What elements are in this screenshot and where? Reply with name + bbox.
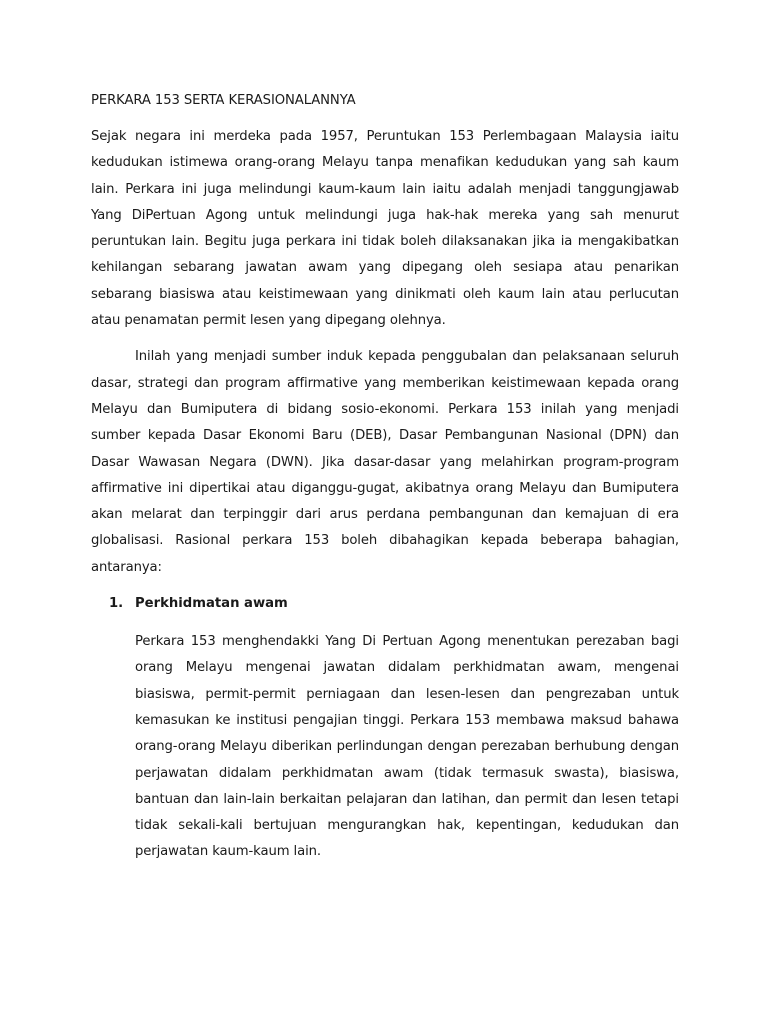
list-item-body: Perkara 153 menghendakki Yang Di Pertuan Agong menentukan perezaban bagi orang Melayu mengenai jawatan didalam perkhidmatan awam, mengenai biasiswa, permit-permit perniagaan dan lesen-lesen dan pengrezaban untuk kemasukan ke institusi pengajian tinggi. Perkara 153 membawa maksud bahawa orang-orang Melayu diberikan perlindungan dengan perezaban berhubung dengan perjawatan didalam perkhidmatan awam (tidak termasuk swasta), biasiswa, bantuan dan lain-lain berkaitan pelajaran dan latihan, dan permit dan lesen tetapi tidak sekali-kali bertujuan mengurangkan hak, kepentingan, kedudukan dan perjawatan kaum-kaum lain. xyxy=(135,634,679,860)
document-title: PERKARA 153 SERTA KERASIONALANNYA xyxy=(91,93,356,108)
document-content xyxy=(91,88,679,876)
paragraph-intro: Sejak negara ini merdeka pada 1957, Peruntukan 153 Perlembagaan Malaysia iaitu kedudukan istimewa orang-orang Melayu tanpa menafikan kedudukan yang sah kaum lain. Perkara ini juga melindungi kaum-kaum lain iaitu adalah menjadi tanggungjawab Yang DiPertuan Agong untuk melindungi juga hak-hak mereka yang sah menurut peruntukan lain. Begitu juga perkara ini tidak boleh dilaksanakan jika ia mengakibatkan kehilangan sebarang jawatan awam yang dipegang oleh sesiapa atau penarikan sebarang biasiswa atau keistimewaan yang dinikmati oleh kaum lain atau perlucutan atau penamatan permit lesen yang dipegang olehnya. xyxy=(91,129,679,329)
list-item-heading-text: Perkhidmatan awam xyxy=(135,596,288,612)
paragraph-source: Inilah yang menjadi sumber induk kepada penggubalan dan pelaksanaan seluruh dasar, strategi dan program affirmative yang memberikan keistimewaan kepada orang Melayu dan Bumiputera di bidang sosio-ekonomi. Perkara 153 inilah yang menjadi sumber kepada Dasar Ekonomi Baru (DEB), Dasar Pembangunan Nasional (DPN) dan Dasar Wawasan Negara (DWN). Jika dasar-dasar yang melahirkan program-program affirmative ini dipertikai atau diganggu-gugat, akibatnya orang Melayu dan Bumiputera akan melarat dan terpinggir dari arus perdana pembangunan dan kemajuan di era globalisasi. Rasional perkara 153 boleh dibahagikan kepada beberapa bahagian, antaranya: xyxy=(91,349,679,575)
list-item xyxy=(91,591,679,866)
list-item-body-container xyxy=(135,629,679,866)
list-item-heading xyxy=(91,591,679,617)
numbered-list xyxy=(91,591,679,866)
list-item-number: 1. xyxy=(109,596,124,612)
